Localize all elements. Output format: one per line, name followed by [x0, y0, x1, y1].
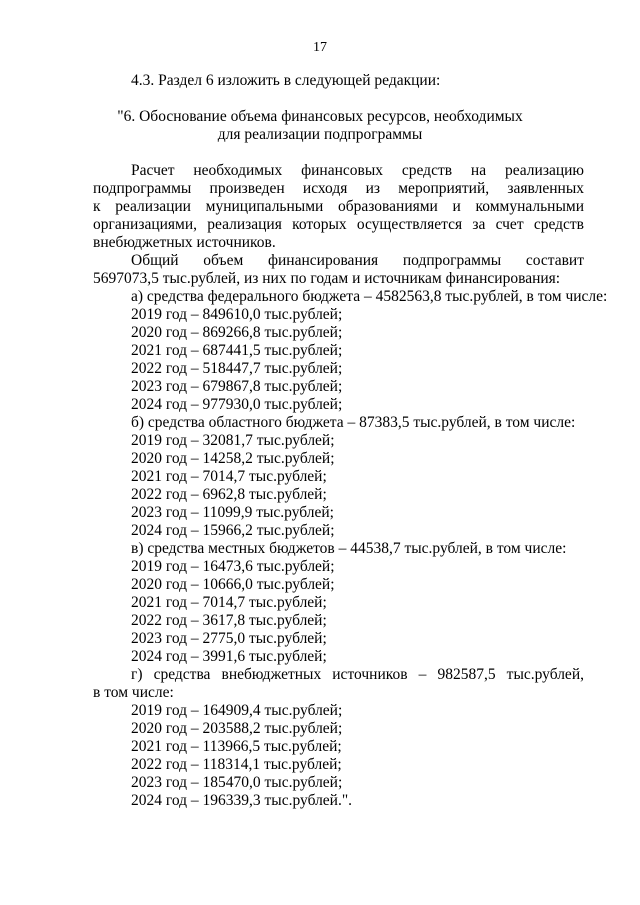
federal-year-2023: 2023 год – 679867,8 тыс.рублей;: [131, 378, 343, 395]
federal-budget-title: а) средства федерального бюджета – 4582563,8 тыс.рублей, в том числе:: [131, 288, 608, 305]
regional-year-2022: 2022 год – 6962,8 тыс.рублей;: [131, 486, 327, 503]
clause-text: 4.3. Раздел 6 изложить в следующей редакции:: [131, 72, 441, 89]
regional-budget-title: б) средства областного бюджета – 87383,5 тыс.рублей, в том числе:: [131, 414, 576, 431]
extrabudget-year-2020: 2020 год – 203588,2 тыс.рублей;: [131, 720, 343, 737]
local-year-2024: 2024 год – 3991,6 тыс.рублей;: [131, 648, 327, 665]
local-year-2019: 2019 год – 16473,6 тыс.рублей;: [131, 558, 335, 575]
total-line-1: Общий объем финансирования подпрограммы составит: [131, 252, 584, 269]
regional-year-2019: 2019 год – 32081,7 тыс.рублей;: [131, 432, 335, 449]
local-year-2021: 2021 год – 7014,7 тыс.рублей;: [131, 594, 327, 611]
federal-year-2022: 2022 год – 518447,7 тыс.рублей;: [131, 360, 343, 377]
extrabudget-title-line2: в том числе:: [93, 684, 174, 701]
regional-year-2024: 2024 год – 15966,2 тыс.рублей;: [131, 522, 335, 539]
intro-line-5: внебюджетных источников.: [93, 234, 276, 251]
intro-line-4: организациями, реализация которых осуществляется за счет средств: [93, 216, 584, 233]
extrabudget-year-2022: 2022 год – 118314,1 тыс.рублей;: [131, 756, 342, 773]
extrabudget-year-2023: 2023 год – 185470,0 тыс.рублей;: [131, 774, 343, 791]
local-year-2020: 2020 год – 10666,0 тыс.рублей;: [131, 576, 335, 593]
regional-year-2021: 2021 год – 7014,7 тыс.рублей;: [131, 468, 327, 485]
local-budget-title: в) средства местных бюджетов – 44538,7 тыс.рублей, в том числе:: [131, 540, 567, 557]
local-year-2022: 2022 год – 3617,8 тыс.рублей;: [131, 612, 327, 629]
federal-year-2019: 2019 год – 849610,0 тыс.рублей;: [131, 306, 343, 323]
extrabudget-year-2024: 2024 год – 196339,3 тыс.рублей.".: [131, 792, 353, 809]
extrabudget-title-line1: г) средства внебюджетных источников – 982587,5 тыс.рублей,: [131, 666, 584, 683]
extrabudget-year-2021: 2021 год – 113966,5 тыс.рублей;: [131, 738, 342, 755]
extrabudget-year-2019: 2019 год – 164909,4 тыс.рублей;: [131, 702, 343, 719]
page-number: 17: [313, 40, 327, 55]
section-heading-line2: для реализации подпрограммы: [217, 126, 423, 143]
federal-year-2021: 2021 год – 687441,5 тыс.рублей;: [131, 342, 343, 359]
federal-year-2020: 2020 год – 869266,8 тыс.рублей;: [131, 324, 343, 341]
total-line-2: 5697073,5 тыс.рублей, из них по годам и источникам финансирования:: [93, 270, 561, 287]
regional-year-2023: 2023 год – 11099,9 тыс.рублей;: [131, 504, 334, 521]
federal-year-2024: 2024 год – 977930,0 тыс.рублей;: [131, 396, 343, 413]
section-heading-line1: "6. Обоснование объема финансовых ресурсов, необходимых: [117, 108, 523, 125]
intro-line-2: подпрограммы произведен исходя из мероприятий, заявленных: [93, 180, 584, 197]
local-year-2023: 2023 год – 2775,0 тыс.рублей;: [131, 630, 327, 647]
regional-year-2020: 2020 год – 14258,2 тыс.рублей;: [131, 450, 335, 467]
intro-line-3: к реализации муниципальными образованиями и коммунальными: [93, 198, 584, 215]
intro-line-1: Расчет необходимых финансовых средств на реализацию: [131, 162, 584, 179]
